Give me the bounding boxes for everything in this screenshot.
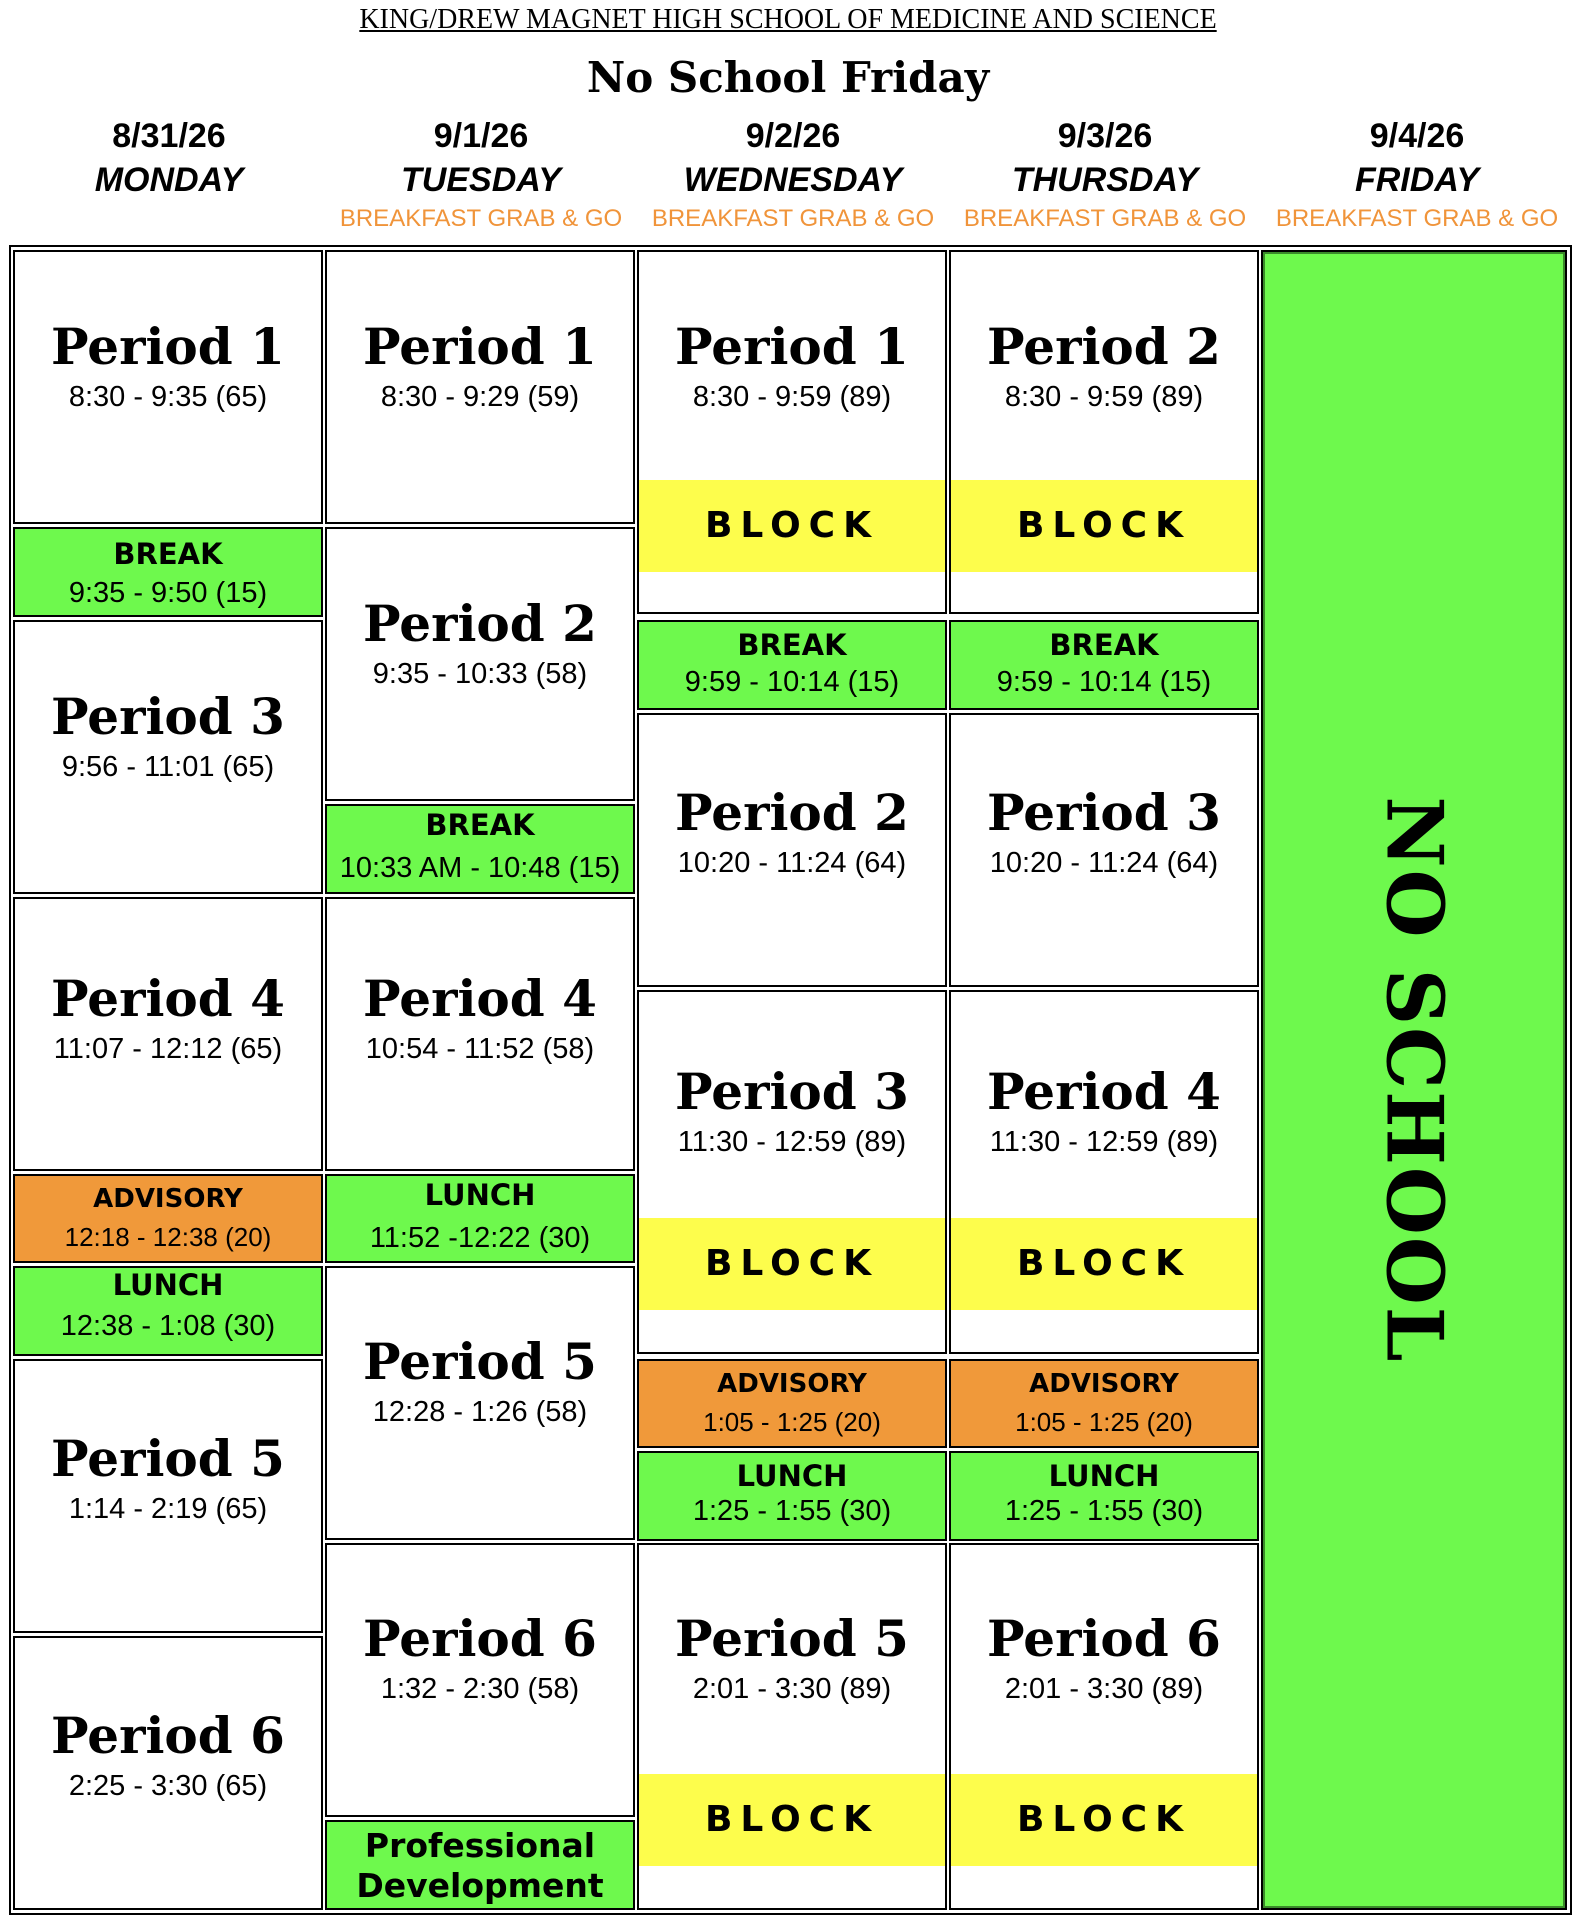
advisory-time: 1:05 - 1:25 (20): [1015, 1407, 1193, 1437]
thursday-lunch: [949, 1451, 1259, 1541]
block-band: BLOCK: [639, 1218, 945, 1310]
block-band: BLOCK: [951, 1218, 1257, 1310]
pd-line-2: Development: [356, 1866, 604, 1905]
period-time: 10:20 - 11:24 (64): [677, 847, 907, 879]
thursday-period-3: [949, 713, 1259, 987]
period-name: Period 4: [363, 969, 597, 1028]
day-header-tuesday: [325, 114, 637, 236]
tuesday-period-1: [325, 250, 635, 524]
period-time: 2:01 - 3:30 (89): [1004, 1673, 1204, 1705]
break-time: 9:35 - 9:50 (15): [68, 577, 268, 609]
monday-lunch: [13, 1266, 323, 1356]
lunch-label: LUNCH: [736, 1459, 848, 1493]
block-band: BLOCK: [951, 480, 1257, 572]
day-date: 8/31/26: [112, 117, 226, 155]
day-name: WEDNESDAY: [683, 161, 903, 199]
break-label: BREAK: [113, 537, 223, 571]
period-time: 11:30 - 12:59 (89): [677, 1126, 907, 1158]
period-name: Period 3: [675, 1062, 909, 1121]
period-name: Period 6: [51, 1706, 285, 1765]
thursday-period-6: [949, 1543, 1259, 1910]
wednesday-period-2: [637, 713, 947, 987]
thursday-advisory: [949, 1359, 1259, 1448]
tuesday-period-2: [325, 527, 635, 801]
breakfast-note: BREAKFAST GRAB & GO: [1275, 205, 1559, 232]
tuesday-break: [325, 804, 635, 894]
school-name: KING/DREW MAGNET HIGH SCHOOL OF MEDICINE AND SCIENCE: [359, 4, 1217, 35]
breakfast-note: BREAKFAST GRAB & GO: [963, 205, 1247, 232]
day-header-thursday: [949, 114, 1261, 236]
period-time: 2:01 - 3:30 (89): [692, 1673, 892, 1705]
period-time: 8:30 - 9:35 (65): [68, 381, 268, 413]
wednesday-period-5: [637, 1543, 947, 1910]
wednesday-break: [637, 620, 947, 710]
period-name: Period 1: [675, 317, 909, 376]
wednesday-advisory: [637, 1359, 947, 1448]
period-name: Period 1: [363, 317, 597, 376]
period-name: Period 3: [51, 687, 285, 746]
block-band: BLOCK: [639, 480, 945, 572]
monday-period-6: [13, 1636, 323, 1910]
wednesday-period-1: [637, 250, 947, 614]
breakfast-note: BREAKFAST GRAB & GO: [651, 205, 935, 232]
wednesday-period-3: [637, 990, 947, 1354]
day-header-friday: [1261, 114, 1573, 236]
period-name: Period 5: [675, 1609, 909, 1668]
advisory-time: 12:18 - 12:38 (20): [64, 1222, 272, 1252]
breakfast-note: [13, 202, 325, 236]
period-time: 12:28 - 1:26 (58): [372, 1396, 588, 1428]
advisory-time: 1:05 - 1:25 (20): [703, 1407, 881, 1437]
breakfast-note: BREAKFAST GRAB & GO: [339, 205, 623, 232]
no-school-label: NO SCHOOL: [1368, 796, 1460, 1364]
advisory-label: ADVISORY: [93, 1184, 243, 1214]
period-name: Period 2: [675, 783, 909, 842]
wednesday-lunch: [637, 1451, 947, 1541]
lunch-time: 11:52 -12:22 (30): [369, 1222, 591, 1254]
lunch-label: LUNCH: [424, 1178, 536, 1212]
period-time: 9:35 - 10:33 (58): [372, 658, 588, 690]
monday-advisory: [13, 1174, 323, 1263]
day-name: THURSDAY: [1011, 161, 1199, 199]
thursday-break: [949, 620, 1259, 710]
advisory-label: ADVISORY: [1029, 1369, 1179, 1399]
period-name: Period 4: [51, 969, 285, 1028]
day-date: 9/4/26: [1369, 117, 1465, 155]
period-time: 10:54 - 11:52 (58): [365, 1033, 595, 1065]
period-name: Period 5: [363, 1332, 597, 1391]
lunch-label: LUNCH: [112, 1268, 224, 1302]
period-name: Period 6: [363, 1609, 597, 1668]
lunch-time: 1:25 - 1:55 (30): [692, 1495, 892, 1527]
day-name: FRIDAY: [1354, 161, 1480, 199]
break-label: BREAK: [425, 808, 535, 842]
tuesday-period-5: [325, 1266, 635, 1540]
period-time: 1:14 - 2:19 (65): [68, 1493, 268, 1525]
tuesday-professional-development: [325, 1820, 635, 1910]
period-time: 8:30 - 9:59 (89): [692, 381, 892, 413]
lunch-time: 12:38 - 1:08 (30): [60, 1310, 276, 1342]
period-time: 9:56 - 11:01 (65): [61, 751, 275, 783]
advisory-label: ADVISORY: [717, 1369, 867, 1399]
block-band: BLOCK: [951, 1774, 1257, 1866]
period-name: Period 2: [987, 317, 1221, 376]
period-name: Period 4: [987, 1062, 1221, 1121]
day-header-monday: [13, 114, 325, 236]
period-name: Period 3: [987, 783, 1221, 842]
period-time: 8:30 - 9:59 (89): [1004, 381, 1204, 413]
period-name: Period 6: [987, 1609, 1221, 1668]
break-label: BREAK: [1049, 628, 1159, 662]
friday-no-school: [1261, 250, 1567, 1910]
day-name: TUESDAY: [401, 161, 561, 199]
lunch-label: LUNCH: [1048, 1459, 1160, 1493]
break-time: 9:59 - 10:14 (15): [684, 666, 900, 698]
pd-line-1: Professional: [364, 1826, 596, 1865]
break-time: 9:59 - 10:14 (15): [996, 666, 1212, 698]
monday-period-4: [13, 897, 323, 1171]
period-time: 8:30 - 9:29 (59): [380, 381, 580, 413]
period-time: 1:32 - 2:30 (58): [380, 1673, 580, 1705]
thursday-period-2: [949, 250, 1259, 614]
tuesday-period-6: [325, 1543, 635, 1817]
tuesday-lunch: [325, 1174, 635, 1263]
break-label: BREAK: [737, 628, 847, 662]
block-band: BLOCK: [639, 1774, 945, 1866]
day-date: 9/2/26: [745, 117, 841, 155]
period-time: 11:07 - 12:12 (65): [53, 1033, 283, 1065]
schedule-title: No School Friday: [586, 53, 990, 102]
day-date: 9/3/26: [1057, 117, 1153, 155]
period-time: 2:25 - 3:30 (65): [68, 1770, 268, 1802]
period-time: 10:20 - 11:24 (64): [989, 847, 1219, 879]
period-time: 11:30 - 12:59 (89): [989, 1126, 1219, 1158]
period-name: Period 2: [363, 594, 597, 653]
period-name: Period 1: [51, 317, 285, 376]
period-name: Period 5: [51, 1429, 285, 1488]
thursday-period-4: [949, 990, 1259, 1354]
monday-period-3: [13, 620, 323, 894]
day-date: 9/1/26: [433, 117, 529, 155]
day-header-wednesday: [637, 114, 949, 236]
monday-break: [13, 527, 323, 617]
break-time: 10:33 AM - 10:48 (15): [339, 852, 621, 884]
monday-period-1: [13, 250, 323, 524]
tuesday-period-4: [325, 897, 635, 1171]
day-name: MONDAY: [94, 161, 244, 199]
lunch-time: 1:25 - 1:55 (30): [1004, 1495, 1204, 1527]
monday-period-5: [13, 1359, 323, 1633]
